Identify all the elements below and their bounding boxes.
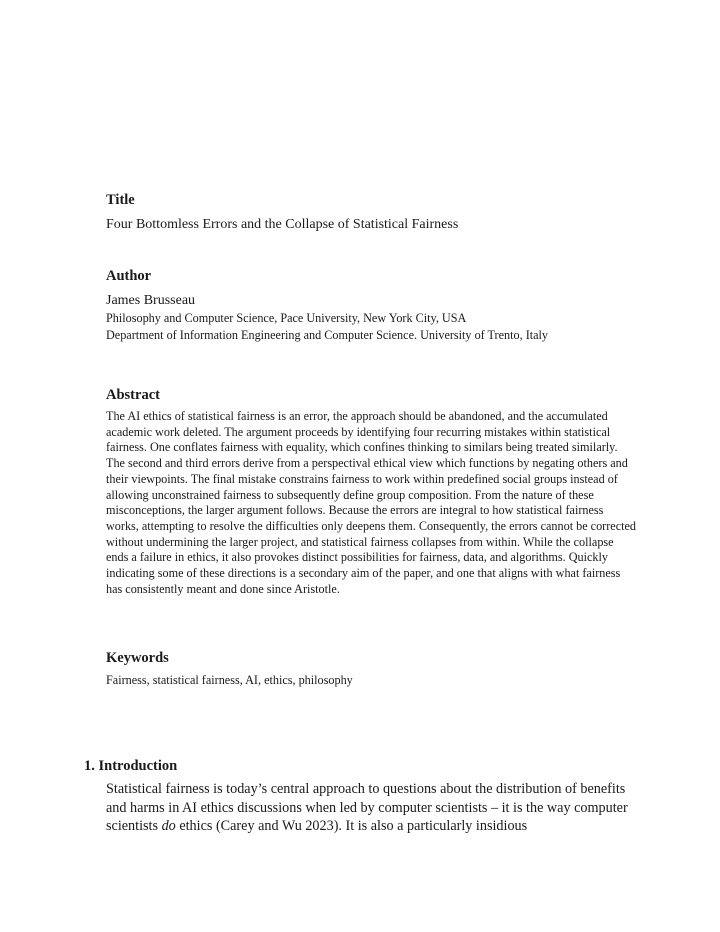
title-heading: Title <box>106 192 135 208</box>
author-section <box>106 267 636 343</box>
paper-title: Four Bottomless Errors and the Collapse of Statistical Fairness <box>106 217 459 232</box>
introduction-body <box>106 780 636 836</box>
author-name: James Brusseau <box>106 293 196 308</box>
title-section <box>106 191 636 234</box>
keywords-heading: Keywords <box>106 650 169 666</box>
abstract-heading: Abstract <box>106 387 160 403</box>
keywords-text: Fairness, statistical fairness, AI, ethics, philosophy <box>106 673 353 687</box>
introduction-text-part-2: ethics (Carey and Wu 2023). It is also a particularly insidious <box>175 818 528 835</box>
introduction-heading: 1. Introduction <box>84 758 178 774</box>
abstract-text: The AI ethics of statistical fairness is an error, the approach should be abandoned, and the accumulated academic work deleted. The argument proceeds by identifying four recurring mistakes within statistical fairness. One conflates fairness with equality, which confines thinking to similars being treated similarly. The second and third errors derive from a perspectival ethical view which functions by negating others and their viewpoints. The final mistake constrains fairness to work within predefined social groups instead of allowing unconstrained fairness to subsequently define group composition. From the nature of these misconceptions, the larger argument follows. Because the errors are integral to how statistical fairness works, attempting to resolve the difficulties only deepens them. Consequently, the errors cannot be corrected without undermining the larger project, and statistical fairness collapses from within. While the collapse ends a failure in ethics, it also provokes distinct possibilities for fairness, data, and algorithms. Quickly indicating some of these directions is a secondary aim of the paper, and one that aligns with what fairness has consistently meant and done since Aristotle. <box>106 409 637 596</box>
introduction-emphasis: do <box>161 818 176 835</box>
author-affiliation-2: Department of Information Engineering and Computer Science. University of Trento, Italy <box>106 327 549 342</box>
author-heading: Author <box>106 268 152 284</box>
keywords-section <box>106 649 636 689</box>
introduction-text-part-1: Statistical fairness is today’s central approach to questions about the distribution of benefits and harms in AI ethics discussions when led by computer scientists – it is the way computer scientists <box>106 781 628 835</box>
abstract-section <box>106 386 636 597</box>
author-affiliation-1: Philosophy and Computer Science, Pace University, New York City, USA <box>106 311 467 325</box>
